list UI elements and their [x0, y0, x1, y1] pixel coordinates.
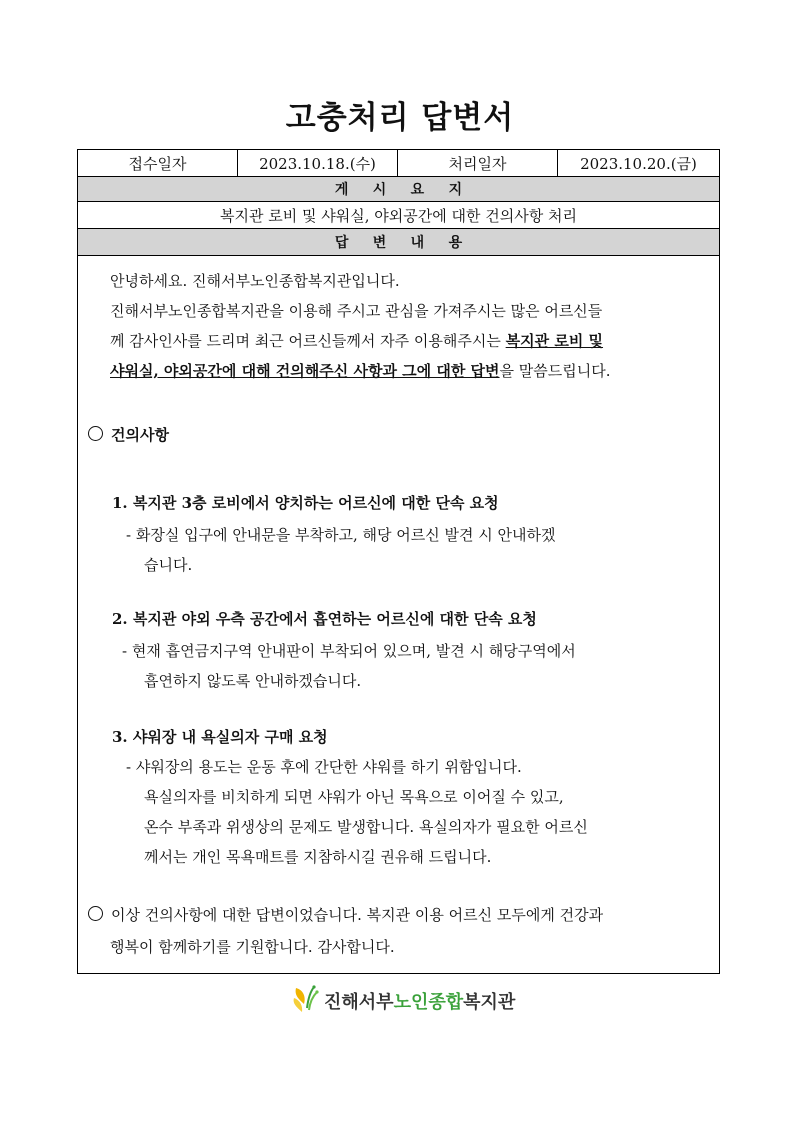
intro-line: 진해서부노인종합복지관을 이용해 주시고 관심을 가져주시는 많은 어르신들 [110, 302, 603, 320]
document-title: 고충처리 답변서 [285, 100, 515, 136]
complaint-form [77, 149, 720, 974]
circle-bullet-icon [88, 906, 103, 921]
item-line: 욕실의자를 비치하게 되면 샤워가 아닌 목욕으로 이어질 수 있고, [144, 788, 564, 806]
logo-part: 진해서부 [324, 992, 394, 1013]
item-title: 3. 샤워장 내 욕실의자 구매 요청 [112, 728, 328, 746]
item-line: - 샤워장의 용도는 운동 후에 간단한 샤워를 하기 위함입니다. [126, 758, 522, 776]
logo-part-accent: 노인종합 [393, 992, 464, 1013]
intro-emphasis: 샤워실, 야외공간에 대해 건의해주신 사항과 그에 대한 답변 [110, 362, 500, 380]
summary-text: 복지관 로비 및 샤워실, 야외공간에 대한 건의사항 처리 [78, 202, 719, 229]
closing-line: 행복이 함께하기를 기원합니다. 감사합니다. [110, 938, 395, 956]
intro-line [110, 360, 611, 381]
organization-logo [290, 984, 515, 1018]
intro-line: 안녕하세요. 진해서부노인종합복지관입니다. [110, 272, 400, 290]
section-heading-text: 건의사항 [111, 426, 169, 444]
received-date: 2023.10.18.(수) [238, 150, 398, 176]
closing-text: 이상 건의사항에 대한 답변이었습니다. 복지관 이용 어르신 모두에게 건강과 [111, 906, 604, 924]
processed-label: 처리일자 [398, 150, 558, 176]
item-title: 2. 복지관 야외 우측 공간에서 흡연하는 어르신에 대한 단속 요청 [112, 610, 537, 628]
summary-heading-text: 게 시 요 지 [334, 182, 463, 198]
item-line: - 화장실 입구에 안내문을 부착하고, 해당 어르신 발견 시 안내하겠 [126, 526, 556, 544]
intro-emphasis: 복지관 로비 및 [505, 332, 604, 350]
intro-line [110, 330, 603, 351]
intro-text: 을 말씀드립니다. [499, 362, 611, 380]
intro-text: 께 감사인사를 드리며 최근 어르신들께서 자주 이용해주시는 [110, 332, 506, 350]
item-line: 습니다. [144, 556, 193, 574]
summary-heading [78, 177, 719, 202]
item-line: 흡연하지 않도록 안내하겠습니다. [144, 672, 362, 690]
item-line: 온수 부족과 위생상의 문제도 발생합니다. 욕실의자가 필요한 어르신 [144, 818, 588, 836]
organization-name [324, 988, 515, 1014]
item-line: 께서는 개인 목욕매트를 지참하시길 권유해 드립니다. [144, 848, 492, 866]
answer-heading-text: 답 변 내 용 [334, 235, 463, 251]
logo-part: 복지관 [463, 992, 516, 1013]
item-title: 1. 복지관 3층 로비에서 양치하는 어르신에 대한 단속 요청 [112, 494, 499, 512]
received-label: 접수일자 [78, 150, 238, 176]
item-line: - 현재 흡연금지구역 안내판이 부착되어 있으며, 발견 시 해당구역에서 [122, 642, 576, 660]
date-row [78, 150, 719, 177]
answer-heading [78, 229, 719, 256]
section-heading [88, 424, 169, 445]
butterfly-logo-icon [290, 984, 320, 1018]
processed-date: 2023.10.20.(금) [580, 154, 697, 173]
circle-bullet-icon [88, 426, 103, 441]
closing-line [88, 904, 603, 925]
